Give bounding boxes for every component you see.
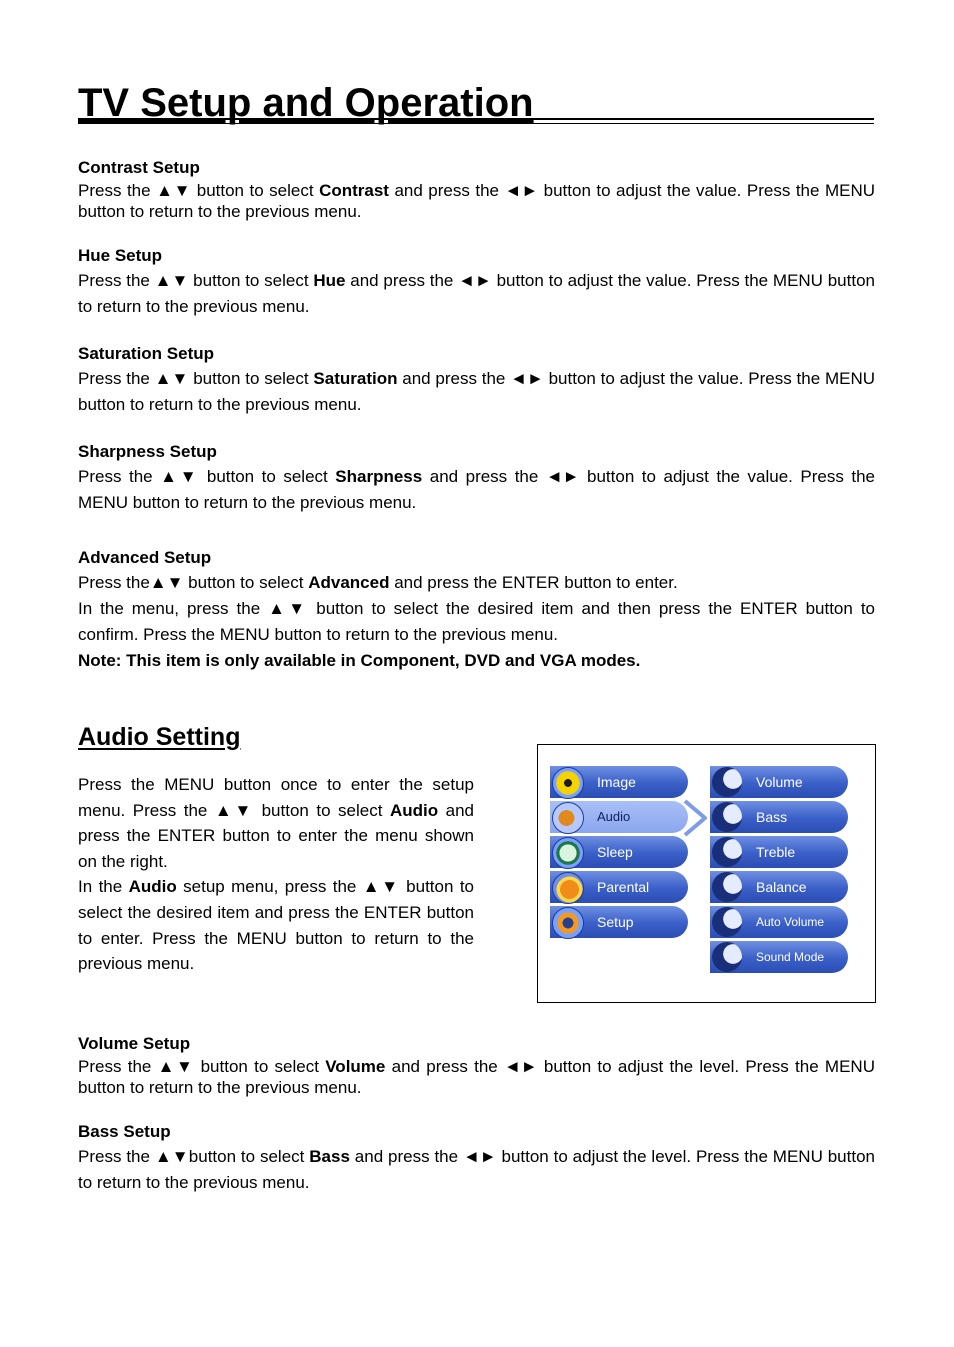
saturation-body: Press the ▲▼ button to select Saturation and press the ◄► button to adjust the value. Press the MENU button to return to the previous menu. — [78, 369, 876, 414]
bass-heading: Bass Setup — [78, 1122, 171, 1141]
contrast-section — [78, 156, 875, 222]
menu-item-sleep: Sleep — [550, 836, 688, 868]
hue-body: Press the ▲▼ button to select Hue and press the ◄► button to adjust the value. Press the MENU button to return to the previous menu. — [78, 271, 875, 316]
speaker-icon — [552, 802, 584, 834]
audio-para-1: Press the MENU button once to enter the setup menu. Press the ▲▼ button to select Audio and press the ENTER button to enter the menu shown on the right. — [78, 775, 474, 871]
sharpness-heading: Sharpness Setup — [78, 442, 217, 461]
submenu-item-auto-volume: Auto Volume — [710, 906, 848, 938]
advanced-line1: Press the▲▼ button to select Advanced and press the ENTER button to enter. — [78, 573, 678, 592]
volume-section — [78, 1032, 875, 1098]
hue-heading: Hue Setup — [78, 246, 163, 265]
saturation-section — [78, 342, 875, 418]
menu-item-setup: Setup — [550, 906, 688, 938]
title-rule-thin — [78, 123, 874, 124]
sharpness-section — [78, 440, 875, 516]
menu-item-audio: Audio — [550, 801, 688, 833]
page-title: TV Setup and Operation — [78, 81, 534, 125]
moon-icon — [712, 907, 742, 937]
advanced-line2: In the menu, press the ▲▼ button to select the desired item and then press the ENTER button to confirm. Press the MENU button to return to the previous menu. — [78, 599, 875, 644]
submenu-item-bass: Bass — [710, 801, 848, 833]
contrast-body: Press the ▲▼ button to select Contrast and press the ◄► button to adjust the value. Press the MENU button to return to the previous menu. — [78, 181, 875, 221]
bass-body: Press the ▲▼button to select Bass and press the ◄► button to adjust the level. Press the MENU button to return to the previous menu. — [78, 1147, 875, 1192]
submenu-item-treble: Treble — [710, 836, 848, 868]
family-icon — [552, 872, 584, 904]
audio-heading: Audio Setting — [78, 723, 241, 751]
moon-icon — [712, 837, 742, 867]
clock-icon — [552, 837, 584, 869]
volume-heading: Volume Setup — [78, 1034, 191, 1053]
moon-icon — [712, 767, 742, 797]
audio-intro — [78, 772, 474, 977]
audio-para-2: In the Audio setup menu, press the ▲▼ button to select the desired item and press the ENTER button to enter. Press the MENU button to return to the previous menu. — [78, 877, 474, 974]
submenu-arrow-icon — [681, 799, 709, 837]
volume-body: Press the ▲▼ button to select Volume and press the ◄► button to adjust the level. Press the MENU button to return to the previous menu. — [78, 1057, 875, 1097]
advanced-section — [78, 546, 875, 673]
moon-icon — [712, 872, 742, 902]
sharpness-body: Press the ▲▼ button to select Sharpness and press the ◄► button to adjust the value. Press the MENU button to return to the previous menu. — [78, 467, 876, 512]
submenu-item-volume: Volume — [710, 766, 848, 798]
bass-section — [78, 1120, 875, 1196]
menu-item-parental: Parental — [550, 871, 688, 903]
title-rule — [78, 118, 874, 120]
advanced-heading: Advanced Setup — [78, 548, 212, 567]
submenu-item-balance: Balance — [710, 871, 848, 903]
settings-icon — [552, 907, 584, 939]
menu-item-image: Image — [550, 766, 688, 798]
contrast-heading: Contrast Setup — [78, 158, 200, 177]
moon-icon — [712, 942, 742, 972]
eye-icon — [552, 767, 584, 799]
submenu-item-sound-mode: Sound Mode — [710, 941, 848, 973]
audio-menu-figure — [537, 744, 876, 1003]
hue-section — [78, 244, 875, 320]
moon-icon — [712, 802, 742, 832]
advanced-note: Note: This item is only available in Component, DVD and VGA modes. — [78, 651, 641, 670]
saturation-heading: Saturation Setup — [78, 344, 215, 363]
